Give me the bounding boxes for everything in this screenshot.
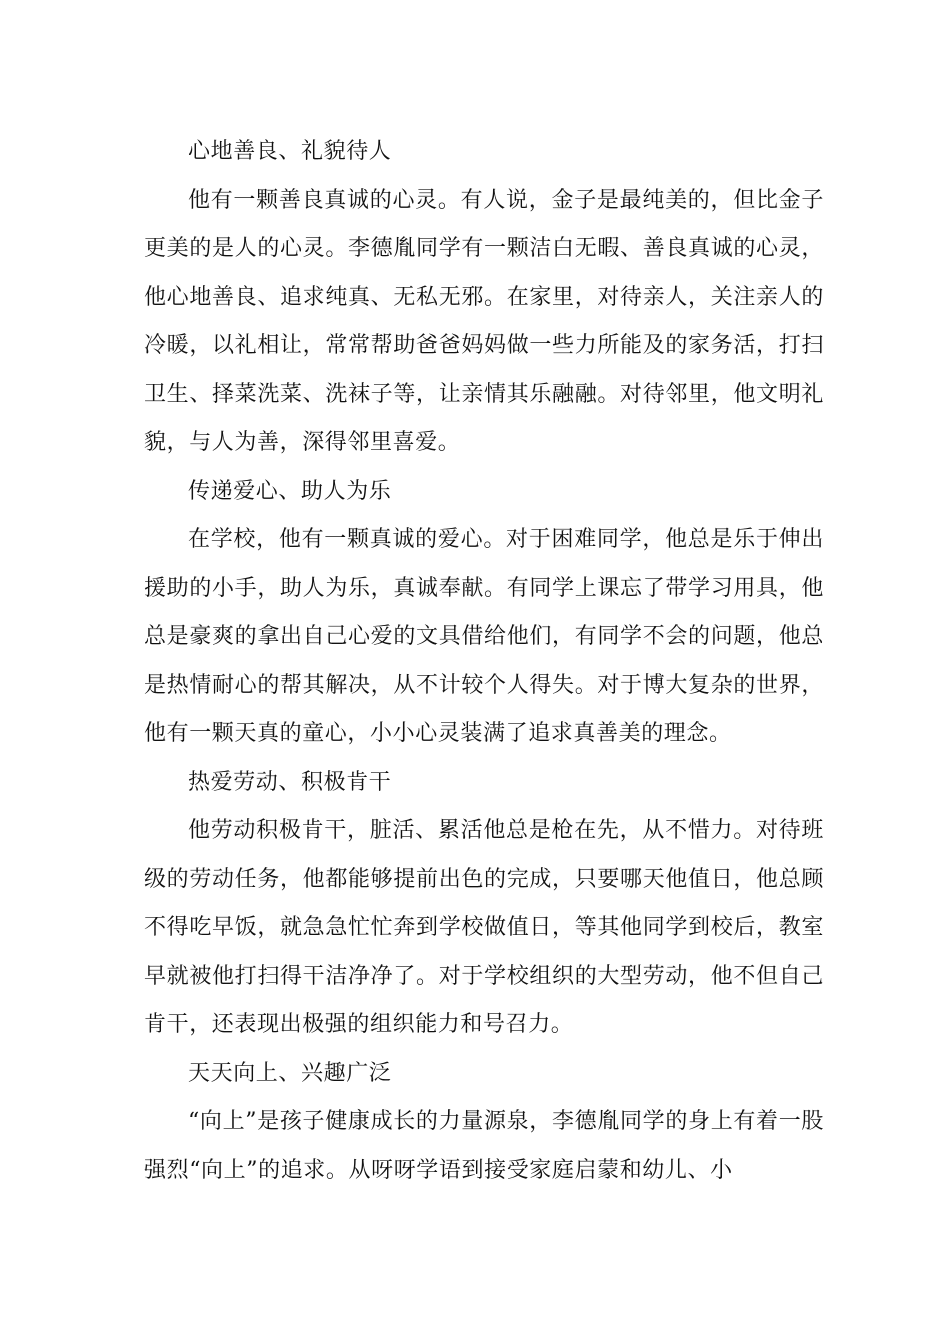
section-heading-helping-others: 传递爱心、助人为乐 [188,478,392,504]
section-heading-labor: 热爱劳动、积极肯干 [188,769,392,795]
section-heading-kindness: 心地善良、礼貌待人 [188,139,392,164]
document-body [144,128,824,1195]
section-paragraph-kindness: 他有一颗善良真诚的心灵。有人说，金子是最纯美的，但比金子更美的是人的心灵。李德胤同学有一颗洁白无暇、善良真诚的心灵，他心地善良、追求纯真、无私无邪。在家里，对待亲人，关注亲人的冷暖，以礼相让，常常帮助爸爸妈妈做一些力所能及的家务活，打扫卫生、择菜洗菜、洗袜子等，让亲情其乐融融。对待邻里，他文明礼貌，与人为善，深得邻里喜爱。 [144,187,824,455]
section-paragraph-interests: “向上”是孩子健康成长的力量源泉，李德胤同学的身上有着一股强烈“向上”的追求。从呀呀学语到接受家庭启蒙和幼儿、小 [144,1109,824,1183]
section-paragraph-labor: 他劳动积极肯干，脏活、累活他总是枪在先，从不惜力。对待班级的劳动任务，他都能够提前出色的完成，只要哪天他值日，他总顾不得吃早饭，就急急忙忙奔到学校做值日，等其他同学到校后，教室早就被他打扫得干洁净净了。对于学校组织的大型劳动，他不但自己肯干，还表现出极强的组织能力和号召力。 [144,818,824,1037]
section-paragraph-helping-others: 在学校，他有一颗真诚的爱心。对于困难同学，他总是乐于伸出援助的小手，助人为乐，真诚奉献。有同学上课忘了带学习用具，他总是豪爽的拿出自己心爱的文具借给他们，有同学不会的问题，他总是热情耐心的帮其解决，从不计较个人得失。对于博大复杂的世界，他有一颗天真的童心，小小心灵装满了追求真善美的理念。 [144,527,824,746]
section-heading-interests: 天天向上、兴趣广泛 [188,1060,392,1086]
